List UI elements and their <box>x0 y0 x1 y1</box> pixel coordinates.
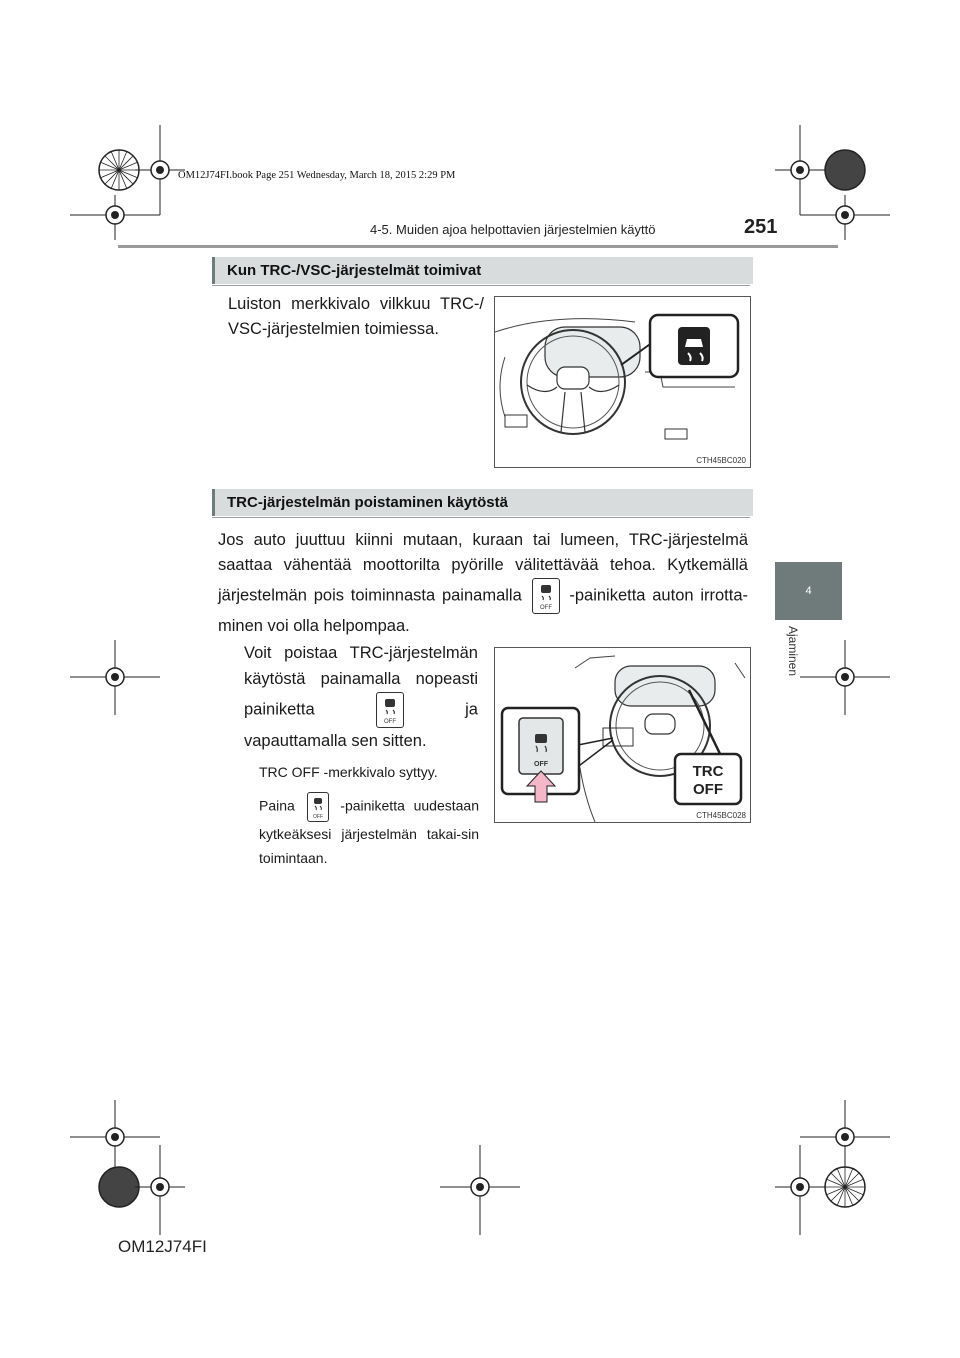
section2-step <box>244 640 478 754</box>
trc-off-button-icon <box>376 692 404 728</box>
print-info: OM12J74FI.book Page 251 Wednesday, March 18, 2015 2:29 PM <box>178 170 456 181</box>
crosshair-icon <box>775 1145 825 1235</box>
figure-trc-off-button <box>494 647 751 823</box>
trc-off-button-icon <box>532 578 560 614</box>
page-number: 251 <box>744 216 778 238</box>
icon-off-text: OFF <box>312 814 323 820</box>
step-text: ja vapauttamalla sen sitten. <box>244 700 478 750</box>
dashboard-button-illustration <box>495 648 750 822</box>
trc-off-button-icon <box>307 792 329 822</box>
crosshair-icon <box>800 195 890 240</box>
paragraph-text: -painiketta auton irrotta-minen voi olla helpompaa. <box>218 586 748 635</box>
crosshair-icon <box>800 640 890 715</box>
heading-rule <box>212 517 750 518</box>
crosshair-icon <box>440 1145 520 1235</box>
figure-caption: CTH45BC020 <box>696 456 746 465</box>
section-heading-text: Kun TRC-/VSC-järjestelmät toimivat <box>227 262 482 279</box>
note-text: -painiketta uudestaan kytkeäksesi järjestelmän takai-sin toimintaan. <box>259 797 479 866</box>
header-rule <box>118 245 838 248</box>
dashboard-illustration <box>495 297 750 467</box>
footer-code: OM12J74FI <box>118 1237 207 1256</box>
heading-rule <box>212 285 750 286</box>
crosshair-icon <box>135 1145 185 1235</box>
section1-body: Luiston merkkivalo vilkkuu TRC-/ VSC-järjestelmien toimiessa. <box>228 295 484 338</box>
figure-button-off-text: OFF <box>534 761 548 768</box>
chapter-title <box>784 626 804 696</box>
icon-off-text: OFF <box>383 719 396 725</box>
section-heading-trc-vsc <box>212 257 753 284</box>
note-indicator-on: TRC OFF -merkkivalo syttyy. <box>259 764 438 780</box>
section-label: 4-5. Muiden ajoa helpottavien järjestelmien käyttö <box>370 222 656 237</box>
section2-paragraph <box>218 528 748 639</box>
figure-indicator-trc: TRC <box>692 763 724 780</box>
figure-indicator-off: OFF <box>693 781 723 798</box>
registration-mark-icon <box>820 145 870 195</box>
chapter-title-text: Ajaminen <box>786 626 800 677</box>
figure-dashboard-slip-indicator <box>494 296 751 468</box>
step-text: Voit poistaa TRC-järjestelmän käytöstä painamalla nopeasti painiketta <box>244 644 478 719</box>
section-heading-trc-off <box>212 489 753 516</box>
crosshair-icon <box>70 195 160 240</box>
note-press-again <box>259 792 479 870</box>
section-heading-text: TRC-järjestelmän poistaminen käytöstä <box>227 494 508 511</box>
registration-mark-icon <box>820 1162 870 1212</box>
icon-off-text: OFF <box>539 605 552 611</box>
note-text: Paina <box>259 797 295 814</box>
chapter-tab: 4 <box>775 562 842 620</box>
paragraph-text: Jos auto juuttuu kiinni mutaan, kuraan tai lumeen, TRC-järjestelmä saattaa vähentää moottorilta pyörille välitettävää tehoa. Kytkemällä järjestelmän pois toiminnasta painamalla <box>218 531 748 605</box>
crosshair-icon <box>70 640 160 715</box>
figure-caption: CTH45BC028 <box>696 811 746 820</box>
